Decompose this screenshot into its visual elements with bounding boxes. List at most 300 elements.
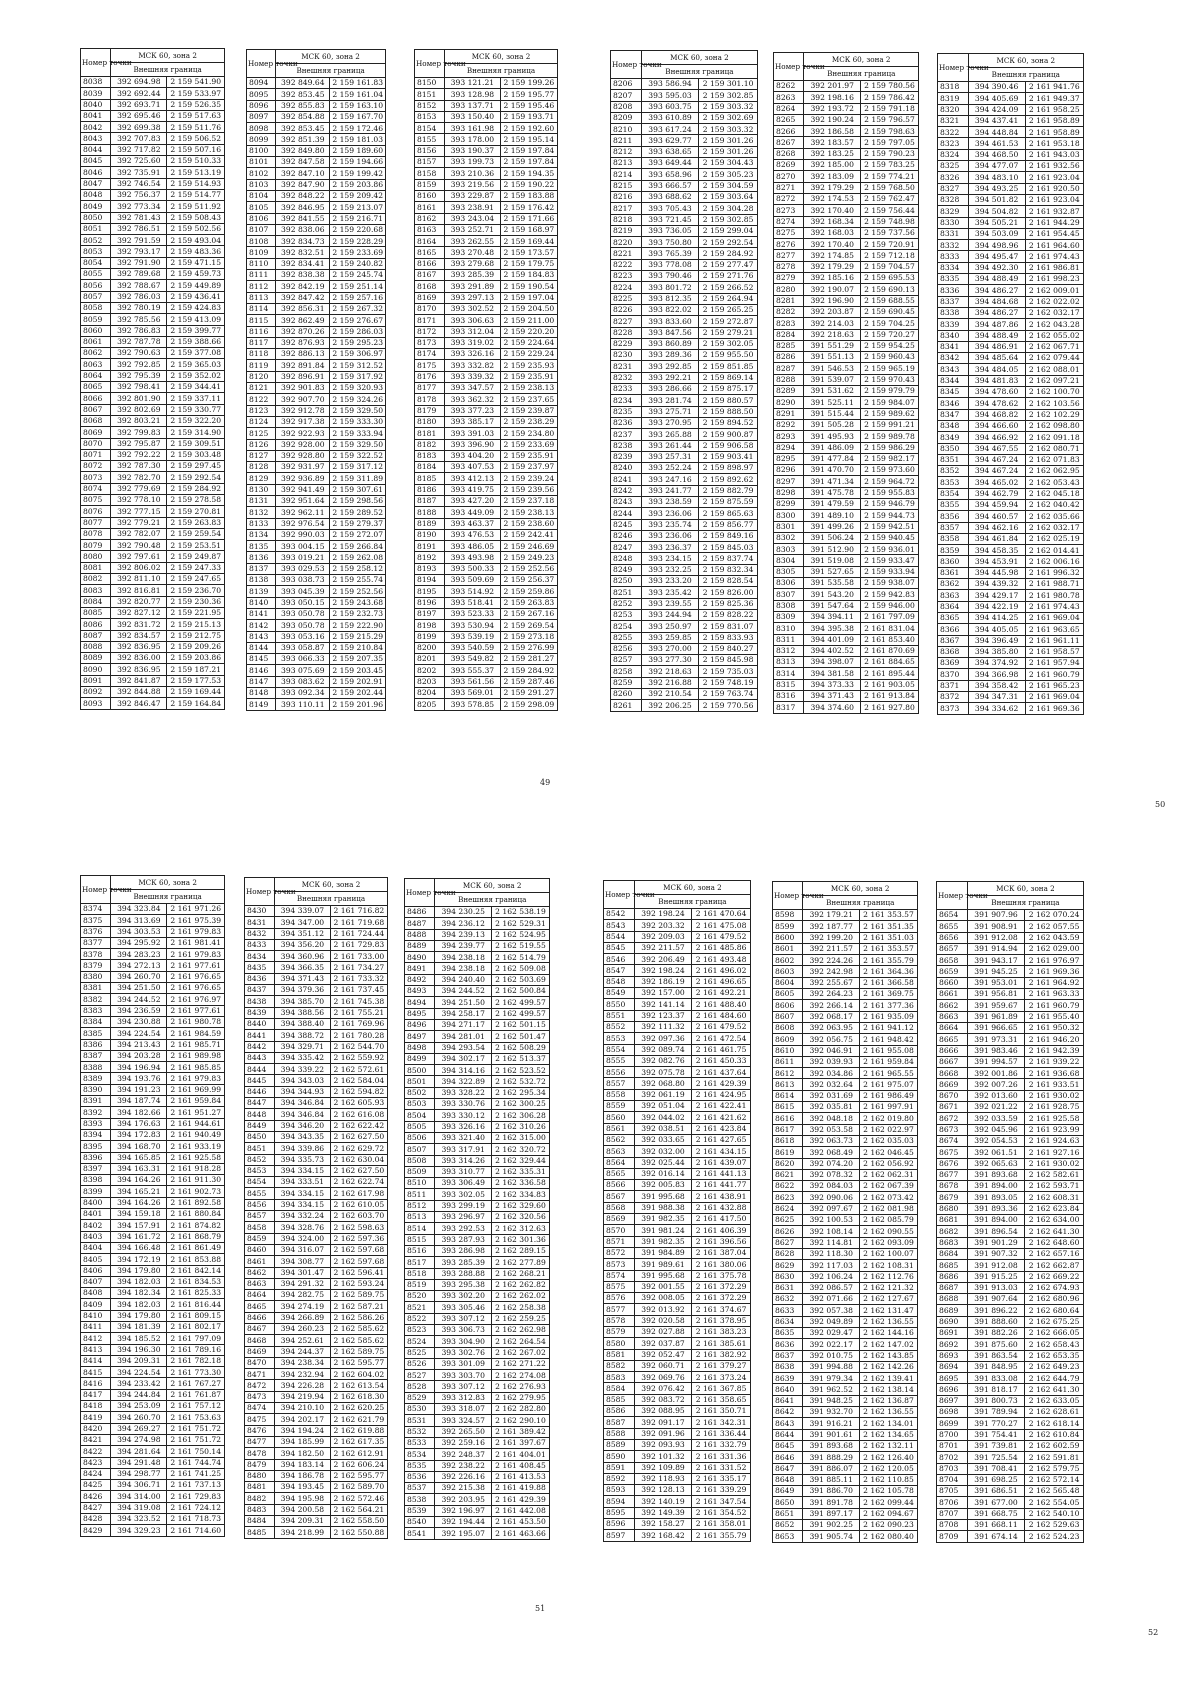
y-coordinate: 2 159 875.17 xyxy=(699,384,758,395)
table-row xyxy=(774,340,919,351)
y-coordinate: 2 159 704.57 xyxy=(860,261,918,272)
table-row xyxy=(81,949,225,960)
x-coordinate: 392 226.16 xyxy=(435,1471,492,1482)
y-coordinate: 2 159 298.56 xyxy=(330,495,386,506)
y-coordinate: 2 162 138.14 xyxy=(859,1384,917,1395)
point-number: 8621 xyxy=(773,1169,803,1180)
table-row xyxy=(604,1214,751,1225)
table-row xyxy=(81,1096,225,1107)
x-coordinate: 394 486.91 xyxy=(968,341,1025,352)
table-row xyxy=(405,1178,550,1189)
x-coordinate: 393 688.62 xyxy=(641,191,698,202)
y-coordinate: 2 162 056.92 xyxy=(859,1158,917,1169)
table-row xyxy=(245,1267,388,1278)
table-row xyxy=(245,1448,388,1459)
point-number: 8605 xyxy=(773,989,803,1000)
table-row xyxy=(604,1247,751,1258)
point-number: 8048 xyxy=(81,189,111,200)
point-number: 8482 xyxy=(245,1493,275,1504)
table-row xyxy=(604,1146,751,1157)
point-number: 8688 xyxy=(937,1294,968,1305)
table-row xyxy=(938,680,1084,691)
x-coordinate: 394 308.77 xyxy=(275,1256,331,1267)
y-coordinate: 2 162 649.23 xyxy=(1025,1361,1084,1372)
y-coordinate: 2 159 510.33 xyxy=(167,156,225,167)
y-coordinate: 2 159 263.83 xyxy=(500,597,557,608)
y-coordinate: 2 161 923.04 xyxy=(1025,194,1083,205)
point-number: 8101 xyxy=(247,157,276,168)
y-coordinate: 2 162 634.00 xyxy=(1025,1215,1084,1226)
table-row xyxy=(938,579,1084,590)
point-number: 8131 xyxy=(247,495,276,506)
table-row xyxy=(611,395,758,406)
x-coordinate: 392 870.26 xyxy=(276,326,330,337)
x-coordinate: 392 797.61 xyxy=(111,551,167,562)
point-number: 8522 xyxy=(405,1313,435,1324)
page-number: 49 xyxy=(540,778,551,787)
x-coordinate: 391 959.67 xyxy=(967,1000,1024,1011)
point-number: 8235 xyxy=(611,406,642,417)
point-number: 8685 xyxy=(937,1260,968,1271)
point-number: 8310 xyxy=(774,623,804,634)
point-number: 8260 xyxy=(611,689,642,700)
table-row xyxy=(81,562,225,573)
x-coordinate: 393 666.57 xyxy=(641,180,698,191)
y-coordinate: 2 159 228.29 xyxy=(330,236,386,247)
point-number: 8179 xyxy=(415,405,445,416)
point-number: 8331 xyxy=(938,228,969,239)
x-coordinate: 394 371.43 xyxy=(275,973,331,984)
table-row xyxy=(247,224,386,235)
x-coordinate: 391 477.84 xyxy=(804,453,861,464)
x-coordinate: 394 272.13 xyxy=(111,960,167,971)
y-coordinate: 2 161 372.29 xyxy=(692,1281,751,1292)
x-coordinate: 394 334.62 xyxy=(968,703,1025,714)
x-coordinate: 393 285.39 xyxy=(435,1257,492,1268)
x-coordinate: 394 244.37 xyxy=(275,1346,331,1357)
table-row xyxy=(81,280,225,291)
table-row xyxy=(415,190,558,201)
x-coordinate: 393 404.20 xyxy=(445,450,501,461)
table-row xyxy=(774,476,919,487)
y-coordinate: 2 161 336.44 xyxy=(692,1428,751,1439)
table-row xyxy=(937,1452,1084,1463)
table-row xyxy=(773,1339,918,1350)
x-coordinate: 392 779.21 xyxy=(111,517,167,528)
y-coordinate: 2 161 979.83 xyxy=(167,926,225,937)
table-row xyxy=(81,99,225,110)
table-row xyxy=(81,302,225,313)
x-coordinate: 392 803.21 xyxy=(111,415,167,426)
table-row xyxy=(81,517,225,528)
y-coordinate: 2 159 237.18 xyxy=(500,495,557,506)
point-number: 8697 xyxy=(937,1395,968,1406)
point-number: 8212 xyxy=(611,146,642,157)
point-number: 8528 xyxy=(405,1381,435,1392)
point-number: 8181 xyxy=(415,428,445,439)
point-number: 8692 xyxy=(937,1339,968,1350)
table-row xyxy=(611,327,758,338)
table-row xyxy=(247,462,386,473)
x-coordinate: 392 194.44 xyxy=(435,1517,492,1528)
point-number: 8368 xyxy=(938,646,969,657)
x-coordinate: 394 402.52 xyxy=(804,645,861,656)
y-coordinate: 2 162 594.82 xyxy=(330,1086,387,1097)
y-coordinate: 2 161 744.74 xyxy=(167,1457,225,1468)
point-number: 8073 xyxy=(81,472,111,483)
point-number: 8625 xyxy=(773,1215,803,1226)
x-coordinate: 394 329.71 xyxy=(275,1041,331,1052)
point-number: 8276 xyxy=(774,239,804,250)
y-coordinate: 2 159 243.68 xyxy=(330,597,386,608)
point-number: 8292 xyxy=(774,419,804,430)
table-row xyxy=(247,563,386,574)
y-coordinate: 2 159 258.12 xyxy=(330,563,386,574)
table-row xyxy=(247,145,386,156)
point-number: 8438 xyxy=(245,996,275,1007)
x-coordinate: 393 312.04 xyxy=(445,326,501,337)
table-row xyxy=(774,114,919,125)
table-row xyxy=(405,1279,550,1290)
point-number: 8693 xyxy=(937,1350,968,1361)
x-coordinate: 393 285.39 xyxy=(445,270,501,281)
y-coordinate: 2 159 236.70 xyxy=(167,585,225,596)
table-row xyxy=(81,1401,225,1412)
point-number: 8099 xyxy=(247,134,276,145)
point-number: 8547 xyxy=(604,965,635,976)
point-number: 8117 xyxy=(247,337,276,348)
y-coordinate: 2 161 958.57 xyxy=(1025,646,1083,657)
table-row xyxy=(611,632,758,643)
x-coordinate: 392 790.48 xyxy=(111,540,167,551)
point-number: 8681 xyxy=(937,1215,968,1226)
point-number: 8698 xyxy=(937,1407,968,1418)
table-row xyxy=(81,983,225,994)
y-coordinate: 2 161 797.09 xyxy=(167,1333,225,1344)
point-number: 8339 xyxy=(938,319,969,330)
point-number: 8469 xyxy=(245,1346,275,1357)
point-number: 8386 xyxy=(81,1039,111,1050)
table-row xyxy=(773,1147,918,1158)
point-number: 8703 xyxy=(937,1463,968,1474)
table-row xyxy=(774,261,919,272)
y-coordinate: 2 159 791.18 xyxy=(860,103,918,114)
table-row xyxy=(405,1110,550,1121)
point-number: 8576 xyxy=(604,1293,635,1304)
table-row xyxy=(247,450,386,461)
table-row xyxy=(81,1367,225,1378)
x-coordinate: 393 500.33 xyxy=(445,563,501,574)
y-coordinate: 2 161 496.65 xyxy=(692,976,751,987)
y-coordinate: 2 161 429.39 xyxy=(491,1494,549,1505)
point-number: 8706 xyxy=(937,1497,968,1508)
point-number: 8617 xyxy=(773,1124,803,1135)
border-header: Внешняя граница xyxy=(111,890,225,904)
x-coordinate: 394 504.82 xyxy=(968,206,1025,217)
table-row xyxy=(774,171,919,182)
point-number: 8106 xyxy=(247,213,276,224)
border-header: Внешняя граница xyxy=(276,64,386,78)
x-coordinate: 391 739.81 xyxy=(967,1440,1024,1451)
y-coordinate: 2 161 404.01 xyxy=(491,1449,549,1460)
x-coordinate: 393 137.71 xyxy=(445,100,501,111)
table-row xyxy=(247,349,386,360)
y-coordinate: 2 159 220.68 xyxy=(330,224,386,235)
point-number: 8178 xyxy=(415,394,445,405)
y-coordinate: 2 159 297.45 xyxy=(167,461,225,472)
y-coordinate: 2 162 595.77 xyxy=(330,1357,387,1368)
y-coordinate: 2 161 755.21 xyxy=(330,1007,387,1018)
table-row xyxy=(81,314,225,325)
x-coordinate: 393 307.12 xyxy=(435,1381,492,1392)
point-number: 8120 xyxy=(247,371,276,382)
table-row xyxy=(405,1076,550,1087)
x-coordinate: 394 230.88 xyxy=(111,1016,167,1027)
y-coordinate: 2 159 289.52 xyxy=(330,507,386,518)
table-row xyxy=(937,1124,1084,1135)
point-number: 8434 xyxy=(245,951,275,962)
table-row xyxy=(405,1415,550,1426)
x-coordinate: 392 799.83 xyxy=(111,427,167,438)
x-coordinate: 393 509.69 xyxy=(445,575,501,586)
x-coordinate: 392 917.38 xyxy=(276,416,330,427)
x-coordinate: 392 211.57 xyxy=(634,942,691,953)
x-coordinate: 392 928.00 xyxy=(276,439,330,450)
point-number: 8548 xyxy=(604,976,635,987)
point-number: 8464 xyxy=(245,1290,275,1301)
point-number: 8152 xyxy=(415,100,445,111)
x-coordinate: 392 020.58 xyxy=(634,1315,691,1326)
x-coordinate: 394 374.92 xyxy=(968,658,1025,669)
point-number: 8421 xyxy=(81,1434,111,1445)
x-coordinate: 394 302.17 xyxy=(435,1053,492,1064)
y-coordinate: 2 159 825.36 xyxy=(699,598,758,609)
x-coordinate: 392 756.37 xyxy=(111,189,167,200)
table-row xyxy=(774,284,919,295)
table-row xyxy=(247,428,386,439)
x-coordinate: 393 289.36 xyxy=(641,350,698,361)
table-row xyxy=(415,688,558,699)
table-row xyxy=(247,575,386,586)
x-coordinate: 393 310.77 xyxy=(435,1166,492,1177)
table-row xyxy=(938,240,1084,251)
y-coordinate: 2 159 207.35 xyxy=(330,654,386,665)
table-row xyxy=(81,359,225,370)
point-number: 8151 xyxy=(415,89,445,100)
x-coordinate: 393 235.74 xyxy=(641,519,698,530)
y-coordinate: 2 159 845.03 xyxy=(699,542,758,553)
x-coordinate: 392 010.75 xyxy=(803,1350,860,1361)
y-coordinate: 2 162 264.54 xyxy=(491,1336,549,1347)
x-coordinate: 393 250.97 xyxy=(641,621,698,632)
y-coordinate: 2 162 602.59 xyxy=(1025,1440,1084,1451)
table-row xyxy=(774,329,919,340)
y-coordinate: 2 159 197.04 xyxy=(500,292,557,303)
table-row xyxy=(405,918,550,929)
x-coordinate: 393 128.98 xyxy=(445,89,501,100)
point-number: 8075 xyxy=(81,494,111,505)
table-row xyxy=(938,228,1084,239)
x-coordinate: 394 488.49 xyxy=(968,274,1025,285)
point-number: 8450 xyxy=(245,1131,275,1142)
table-row xyxy=(405,1166,550,1177)
point-number: 8071 xyxy=(81,449,111,460)
y-coordinate: 2 159 235.91 xyxy=(500,371,557,382)
table-row xyxy=(604,1315,751,1326)
point-number: 8570 xyxy=(604,1225,635,1236)
point-number: 8199 xyxy=(415,631,445,642)
point-number: 8378 xyxy=(81,949,111,960)
y-coordinate: 2 162 099.44 xyxy=(859,1497,917,1508)
point-number: 8640 xyxy=(773,1384,803,1395)
y-coordinate: 2 161 366.58 xyxy=(859,977,917,988)
y-coordinate: 2 161 989.98 xyxy=(167,1050,225,1061)
y-coordinate: 2 161 955.40 xyxy=(1025,1011,1084,1022)
table-row xyxy=(938,432,1084,443)
x-coordinate: 393 235.42 xyxy=(641,587,698,598)
x-coordinate: 391 962.52 xyxy=(803,1384,860,1395)
table-row xyxy=(245,973,388,984)
table-row xyxy=(774,555,919,566)
table-row xyxy=(774,227,919,238)
x-coordinate: 394 332.24 xyxy=(275,1211,331,1222)
point-number: 8163 xyxy=(415,224,445,235)
table-row xyxy=(247,631,386,642)
table-row xyxy=(247,439,386,450)
x-coordinate: 391 988.38 xyxy=(634,1202,691,1213)
y-coordinate: 2 159 247.65 xyxy=(167,574,225,585)
point-number: 8412 xyxy=(81,1333,111,1344)
y-coordinate: 2 159 900.87 xyxy=(699,429,758,440)
y-coordinate: 2 162 572.14 xyxy=(1025,1474,1084,1485)
table-row xyxy=(245,1527,388,1538)
y-coordinate: 2 159 960.43 xyxy=(860,352,918,363)
x-coordinate: 392 141.14 xyxy=(634,999,691,1010)
x-coordinate: 393 721.45 xyxy=(641,214,698,225)
x-coordinate: 392 951.64 xyxy=(276,495,330,506)
point-number: 8183 xyxy=(415,450,445,461)
point-number: 8565 xyxy=(604,1168,635,1179)
y-coordinate: 2 162 529.31 xyxy=(491,918,549,929)
table-row xyxy=(774,216,919,227)
point-number: 8481 xyxy=(245,1482,275,1493)
x-coordinate: 394 501.82 xyxy=(968,194,1025,205)
y-coordinate: 2 162 329.60 xyxy=(491,1200,549,1211)
y-coordinate: 2 162 532.72 xyxy=(491,1076,549,1087)
y-coordinate: 2 161 347.54 xyxy=(692,1496,751,1507)
y-coordinate: 2 161 976.65 xyxy=(167,983,225,994)
point-number-header: Номер точки xyxy=(81,49,111,77)
point-number: 8442 xyxy=(245,1041,275,1052)
table-row xyxy=(81,167,225,178)
y-coordinate: 2 159 303.32 xyxy=(699,124,758,135)
point-number: 8190 xyxy=(415,529,445,540)
y-coordinate: 2 159 302.69 xyxy=(699,112,758,123)
y-coordinate: 2 159 942.51 xyxy=(860,521,918,532)
point-number: 8662 xyxy=(937,1000,968,1011)
y-coordinate: 2 159 303.32 xyxy=(699,101,758,112)
table-row xyxy=(81,1242,225,1253)
x-coordinate: 393 286.98 xyxy=(435,1245,492,1256)
y-coordinate: 2 159 222.90 xyxy=(330,620,386,631)
table-row xyxy=(604,1123,751,1134)
point-number: 8236 xyxy=(611,417,642,428)
point-number: 8675 xyxy=(937,1147,968,1158)
x-coordinate: 393 259.85 xyxy=(641,632,698,643)
point-number: 8149 xyxy=(247,699,276,710)
x-coordinate: 394 176.63 xyxy=(111,1118,167,1129)
x-coordinate: 391 945.25 xyxy=(967,966,1024,977)
point-number: 8166 xyxy=(415,258,445,269)
x-coordinate: 392 838.38 xyxy=(276,270,330,281)
point-number: 8228 xyxy=(611,327,642,338)
table-row xyxy=(405,1031,550,1042)
table-row xyxy=(81,687,225,698)
x-coordinate: 391 966.65 xyxy=(967,1022,1024,1033)
table-row xyxy=(415,631,558,642)
x-coordinate: 394 323.52 xyxy=(111,1514,167,1525)
table-row xyxy=(81,1310,225,1321)
y-coordinate: 2 159 301.26 xyxy=(699,135,758,146)
table-row xyxy=(415,281,558,292)
y-coordinate: 2 161 925.58 xyxy=(167,1152,225,1163)
point-number: 8602 xyxy=(773,955,803,966)
point-number: 8243 xyxy=(611,496,642,507)
point-number: 8323 xyxy=(938,138,969,149)
x-coordinate: 392 063.73 xyxy=(803,1135,860,1146)
x-coordinate: 394 429.17 xyxy=(968,590,1025,601)
coordinates-table xyxy=(936,881,1084,1543)
point-number: 8307 xyxy=(774,589,804,600)
table-row xyxy=(937,1327,1084,1338)
y-coordinate: 2 162 335.31 xyxy=(491,1166,549,1177)
x-coordinate: 393 236.06 xyxy=(641,508,698,519)
y-coordinate: 2 161 974.43 xyxy=(1025,601,1083,612)
y-coordinate: 2 159 954.25 xyxy=(860,340,918,351)
y-coordinate: 2 161 750.14 xyxy=(167,1446,225,1457)
x-coordinate: 394 492.30 xyxy=(968,262,1025,273)
point-number: 8567 xyxy=(604,1191,635,1202)
x-coordinate: 392 209.03 xyxy=(634,931,691,942)
y-coordinate: 2 159 837.74 xyxy=(699,553,758,564)
table-row xyxy=(604,988,751,999)
y-coordinate: 2 159 526.35 xyxy=(167,99,225,110)
table-row xyxy=(611,361,758,372)
point-number: 8342 xyxy=(938,353,969,364)
table-row xyxy=(81,88,225,99)
x-coordinate: 393 247.16 xyxy=(641,474,698,485)
table-row xyxy=(81,449,225,460)
point-number: 8488 xyxy=(405,929,435,940)
table-row xyxy=(604,1428,751,1439)
point-number: 8411 xyxy=(81,1321,111,1332)
x-coordinate: 393 066.33 xyxy=(276,654,330,665)
point-number: 8261 xyxy=(611,700,642,711)
x-coordinate: 392 038.51 xyxy=(634,1123,691,1134)
x-coordinate: 394 282.75 xyxy=(275,1290,331,1301)
table-row xyxy=(937,1147,1084,1158)
y-coordinate: 2 159 541.90 xyxy=(167,77,225,88)
x-coordinate: 392 224.26 xyxy=(803,955,860,966)
y-coordinate: 2 159 413.09 xyxy=(167,314,225,325)
table-row xyxy=(81,619,225,630)
x-coordinate: 393 257.31 xyxy=(641,451,698,462)
point-number: 8479 xyxy=(245,1459,275,1470)
y-coordinate: 2 162 641.30 xyxy=(1025,1384,1084,1395)
x-coordinate: 393 493.98 xyxy=(445,552,501,563)
y-coordinate: 2 159 786.42 xyxy=(860,92,918,103)
table-row xyxy=(938,296,1084,307)
